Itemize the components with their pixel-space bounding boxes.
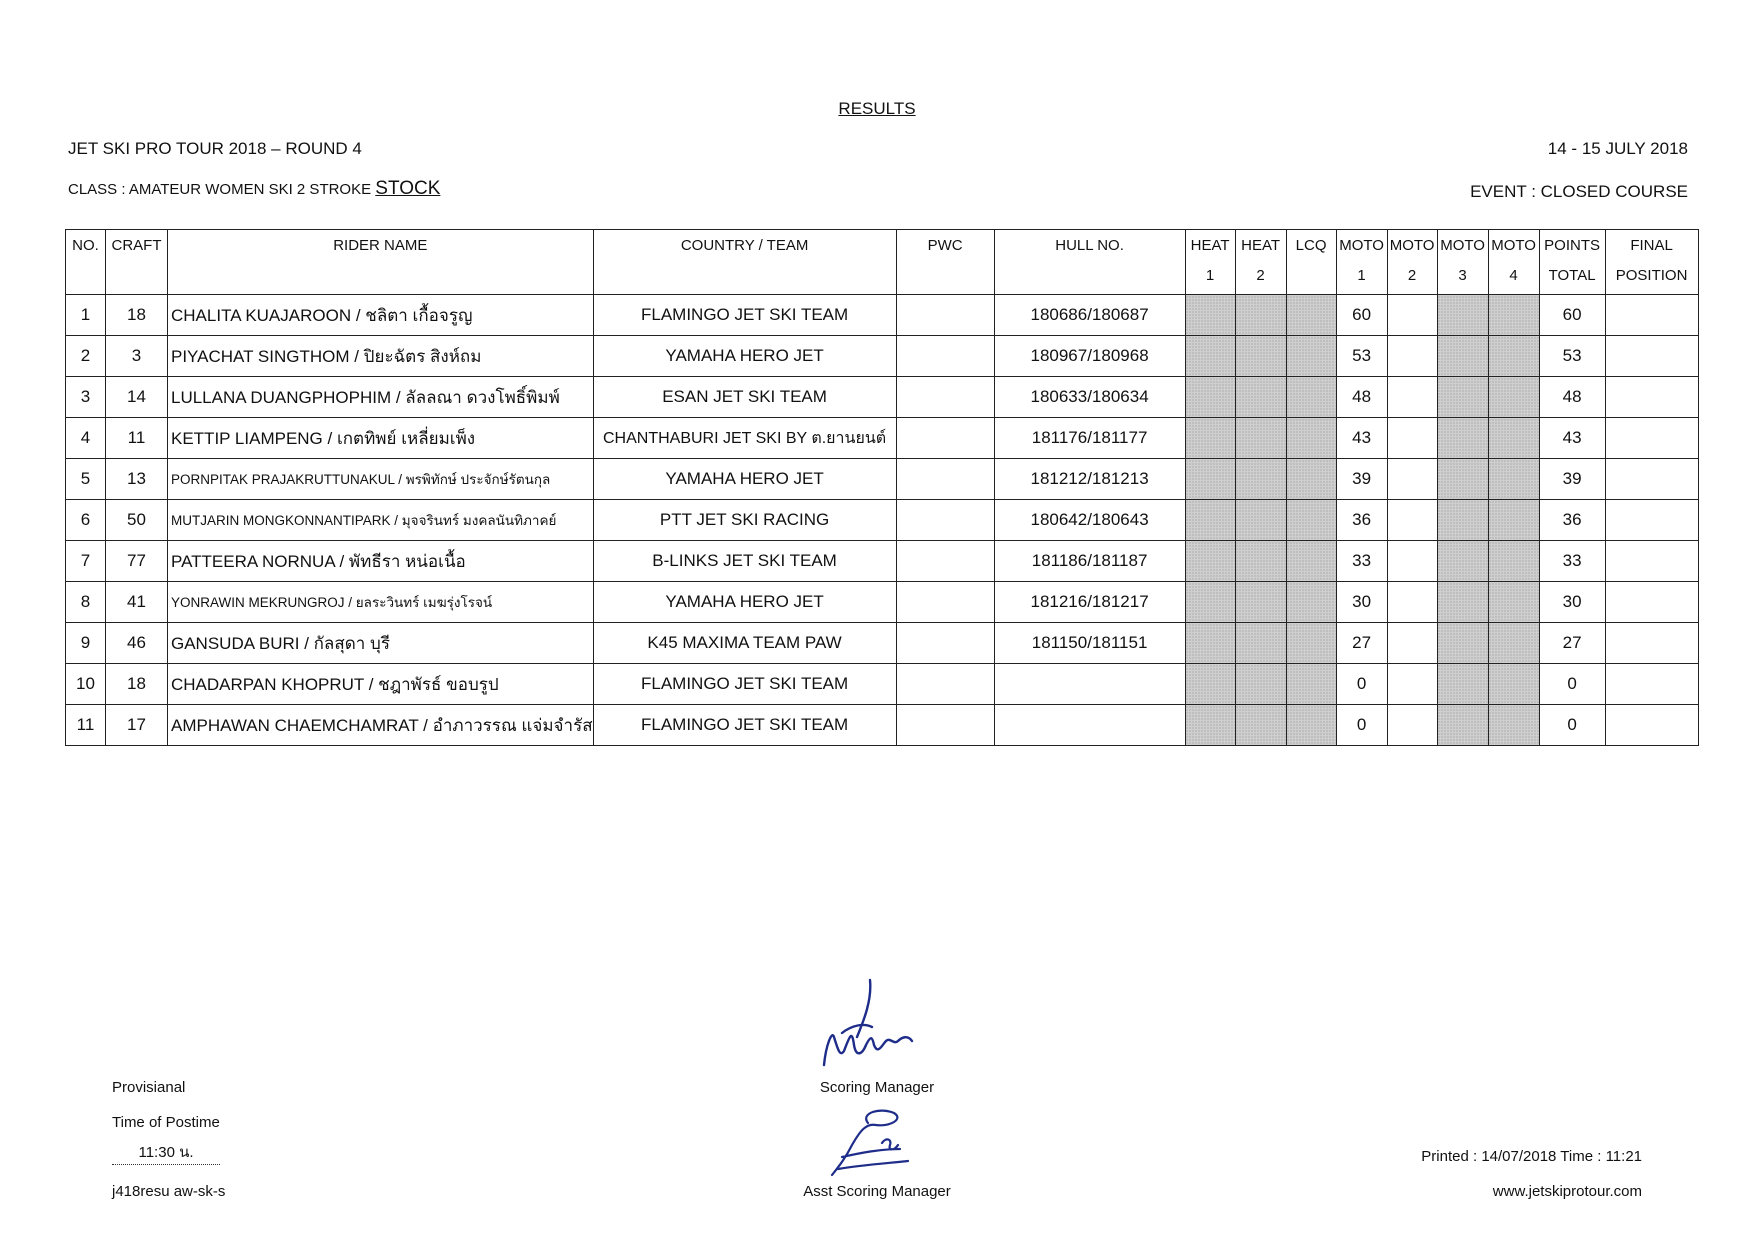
class-line bbox=[68, 178, 440, 200]
cell-moto1: 33 bbox=[1336, 541, 1387, 582]
cell-moto3 bbox=[1437, 418, 1488, 459]
cell-heat1 bbox=[1185, 295, 1235, 336]
cell-heat1 bbox=[1185, 705, 1235, 746]
column-header-sublabel: POSITION bbox=[1615, 267, 1688, 284]
table-row bbox=[66, 623, 1699, 664]
cell-pwc bbox=[896, 377, 994, 418]
cell-hull: 180686/180687 bbox=[994, 295, 1185, 336]
cell-moto1: 30 bbox=[1336, 582, 1387, 623]
column-header bbox=[994, 230, 1185, 295]
column-header-label: MOTO bbox=[1491, 237, 1536, 254]
cell-craft: 3 bbox=[106, 336, 168, 377]
cell-moto4 bbox=[1488, 295, 1539, 336]
cell-no: 1 bbox=[66, 295, 106, 336]
cell-no: 10 bbox=[66, 664, 106, 705]
cell-final bbox=[1605, 500, 1698, 541]
page-title: RESULTS bbox=[838, 99, 916, 118]
cell-final bbox=[1605, 295, 1698, 336]
event-name: JET SKI PRO TOUR 2018 – ROUND 4 bbox=[68, 139, 362, 158]
column-header-label: LCQ bbox=[1295, 237, 1327, 254]
header-row bbox=[66, 230, 1699, 295]
table-row bbox=[66, 541, 1699, 582]
results-table bbox=[65, 229, 1699, 746]
column-header-label: FINAL bbox=[1630, 237, 1673, 254]
cell-hull bbox=[994, 705, 1185, 746]
cell-rider: CHADARPAN KHOPRUT / ชฎาพัรธ์ ขอบรูป bbox=[168, 664, 594, 705]
cell-rider: MUTJARIN MONGKONNANTIPARK / มุจจรินทร์ มงคลนันทิภาคย์ bbox=[168, 500, 594, 541]
cell-moto2 bbox=[1387, 295, 1437, 336]
column-header bbox=[66, 230, 106, 295]
event-type: EVENT : CLOSED COURSE bbox=[1470, 182, 1688, 201]
cell-rider: LULLANA DUANGPHOPHIM / ลัลลณา ดวงโพธิ์พิมพ์ bbox=[168, 377, 594, 418]
cell-total: 48 bbox=[1539, 377, 1605, 418]
cell-hull: 181186/181187 bbox=[994, 541, 1185, 582]
cell-lcq bbox=[1286, 295, 1336, 336]
cell-hull bbox=[994, 664, 1185, 705]
column-header bbox=[896, 230, 994, 295]
postime-value: 11:30 น. bbox=[112, 1140, 220, 1165]
cell-craft: 18 bbox=[106, 664, 168, 705]
column-header bbox=[106, 230, 168, 295]
column-header-label: MOTO bbox=[1339, 237, 1384, 254]
cell-heat1 bbox=[1185, 418, 1235, 459]
cell-moto2 bbox=[1387, 418, 1437, 459]
cell-heat1 bbox=[1185, 664, 1235, 705]
cell-final bbox=[1605, 705, 1698, 746]
cell-moto3 bbox=[1437, 664, 1488, 705]
event-date: 14 - 15 JULY 2018 bbox=[1547, 139, 1688, 158]
cell-lcq bbox=[1286, 418, 1336, 459]
cell-team: PTT JET SKI RACING bbox=[593, 500, 896, 541]
cell-rider: CHALITA KUAJAROON / ชลิตา เกื้อจรูญ bbox=[168, 295, 594, 336]
cell-craft: 14 bbox=[106, 377, 168, 418]
cell-no: 8 bbox=[66, 582, 106, 623]
cell-final bbox=[1605, 541, 1698, 582]
printed-timestamp: Printed : 14/07/2018 Time : 11:21 bbox=[1421, 1148, 1642, 1165]
cell-hull: 180642/180643 bbox=[994, 500, 1185, 541]
cell-moto3 bbox=[1437, 582, 1488, 623]
table-row bbox=[66, 336, 1699, 377]
cell-lcq bbox=[1286, 623, 1336, 664]
column-header-label: PWC bbox=[927, 237, 963, 254]
cell-moto4 bbox=[1488, 418, 1539, 459]
cell-final bbox=[1605, 582, 1698, 623]
cell-no: 3 bbox=[66, 377, 106, 418]
cell-pwc bbox=[896, 541, 994, 582]
cell-heat2 bbox=[1235, 418, 1286, 459]
cell-moto2 bbox=[1387, 541, 1437, 582]
postime-label: Time of Postime bbox=[112, 1114, 220, 1131]
cell-heat2 bbox=[1235, 459, 1286, 500]
website-url: www.jetskiprotour.com bbox=[1492, 1183, 1642, 1200]
cell-heat1 bbox=[1185, 500, 1235, 541]
table-row bbox=[66, 418, 1699, 459]
table-row bbox=[66, 500, 1699, 541]
class-label: CLASS : AMATEUR WOMEN SKI 2 STROKE bbox=[68, 181, 376, 198]
table-row bbox=[66, 459, 1699, 500]
cell-heat2 bbox=[1235, 500, 1286, 541]
cell-pwc bbox=[896, 459, 994, 500]
cell-craft: 11 bbox=[106, 418, 168, 459]
column-header-label: MOTO bbox=[1440, 237, 1485, 254]
table-row bbox=[66, 377, 1699, 418]
cell-craft: 46 bbox=[106, 623, 168, 664]
column-header-label: HULL NO. bbox=[1055, 237, 1124, 254]
cell-craft: 18 bbox=[106, 295, 168, 336]
asst-scoring-manager-signature bbox=[820, 1105, 930, 1185]
cell-moto4 bbox=[1488, 705, 1539, 746]
cell-team: FLAMINGO JET SKI TEAM bbox=[593, 295, 896, 336]
column-header-label: POINTS bbox=[1544, 237, 1600, 254]
cell-heat1 bbox=[1185, 377, 1235, 418]
cell-craft: 13 bbox=[106, 459, 168, 500]
cell-no: 9 bbox=[66, 623, 106, 664]
cell-moto2 bbox=[1387, 582, 1437, 623]
cell-moto2 bbox=[1387, 377, 1437, 418]
cell-moto4 bbox=[1488, 623, 1539, 664]
cell-pwc bbox=[896, 664, 994, 705]
table-row bbox=[66, 664, 1699, 705]
cell-pwc bbox=[896, 705, 994, 746]
cell-moto1: 53 bbox=[1336, 336, 1387, 377]
cell-moto1: 0 bbox=[1336, 664, 1387, 705]
cell-team: FLAMINGO JET SKI TEAM bbox=[593, 664, 896, 705]
cell-moto3 bbox=[1437, 295, 1488, 336]
cell-hull: 181176/181177 bbox=[994, 418, 1185, 459]
cell-heat1 bbox=[1185, 336, 1235, 377]
cell-pwc bbox=[896, 336, 994, 377]
cell-hull: 181216/181217 bbox=[994, 582, 1185, 623]
cell-moto2 bbox=[1387, 623, 1437, 664]
asst-scoring-manager-label: Asst Scoring Manager bbox=[803, 1183, 951, 1200]
cell-rider: PATTEERA NORNUA / พัทธีรา หน่อเนื้อ bbox=[168, 541, 594, 582]
cell-moto2 bbox=[1387, 459, 1437, 500]
cell-hull: 181150/181151 bbox=[994, 623, 1185, 664]
cell-no: 11 bbox=[66, 705, 106, 746]
cell-team: YAMAHA HERO JET bbox=[593, 336, 896, 377]
cell-moto1: 27 bbox=[1336, 623, 1387, 664]
column-header bbox=[1539, 230, 1605, 295]
cell-team: ESAN JET SKI TEAM bbox=[593, 377, 896, 418]
cell-final bbox=[1605, 336, 1698, 377]
cell-heat1 bbox=[1185, 582, 1235, 623]
provisional-label: Provisianal bbox=[112, 1079, 186, 1096]
cell-final bbox=[1605, 623, 1698, 664]
cell-total: 0 bbox=[1539, 705, 1605, 746]
scoring-manager-signature bbox=[812, 975, 922, 1070]
cell-heat2 bbox=[1235, 541, 1286, 582]
column-header bbox=[1488, 230, 1539, 295]
cell-heat1 bbox=[1185, 623, 1235, 664]
column-header-label: HEAT bbox=[1190, 237, 1230, 254]
cell-lcq bbox=[1286, 541, 1336, 582]
cell-total: 39 bbox=[1539, 459, 1605, 500]
column-header bbox=[1235, 230, 1286, 295]
column-header bbox=[1387, 230, 1437, 295]
cell-lcq bbox=[1286, 664, 1336, 705]
cell-moto1: 0 bbox=[1336, 705, 1387, 746]
cell-moto3 bbox=[1437, 336, 1488, 377]
cell-moto1: 43 bbox=[1336, 418, 1387, 459]
cell-rider: GANSUDA BURI / กัลสุดา บุรี bbox=[168, 623, 594, 664]
cell-rider: KETTIP LIAMPENG / เกตทิพย์ เหลี่ยมเพ็ง bbox=[168, 418, 594, 459]
cell-moto1: 60 bbox=[1336, 295, 1387, 336]
table-row bbox=[66, 582, 1699, 623]
cell-total: 60 bbox=[1539, 295, 1605, 336]
cell-team: CHANTHABURI JET SKI BY ต.ยานยนต์ bbox=[593, 418, 896, 459]
column-header-label: NO. bbox=[72, 237, 99, 254]
cell-moto4 bbox=[1488, 500, 1539, 541]
cell-moto3 bbox=[1437, 500, 1488, 541]
column-header bbox=[593, 230, 896, 295]
cell-heat2 bbox=[1235, 377, 1286, 418]
cell-moto3 bbox=[1437, 541, 1488, 582]
cell-total: 33 bbox=[1539, 541, 1605, 582]
cell-pwc bbox=[896, 295, 994, 336]
cell-moto2 bbox=[1387, 705, 1437, 746]
cell-rider: AMPHAWAN CHAEMCHAMRAT / อำภาวรรณ แจ่มจำรัส bbox=[168, 705, 594, 746]
cell-total: 0 bbox=[1539, 664, 1605, 705]
cell-final bbox=[1605, 377, 1698, 418]
cell-team: K45 MAXIMA TEAM PAW bbox=[593, 623, 896, 664]
cell-heat2 bbox=[1235, 336, 1286, 377]
cell-moto3 bbox=[1437, 459, 1488, 500]
column-header bbox=[1286, 230, 1336, 295]
column-header bbox=[168, 230, 594, 295]
table-row bbox=[66, 705, 1699, 746]
cell-total: 43 bbox=[1539, 418, 1605, 459]
results-body bbox=[66, 295, 1699, 746]
cell-heat2 bbox=[1235, 664, 1286, 705]
cell-no: 4 bbox=[66, 418, 106, 459]
cell-team: YAMAHA HERO JET bbox=[593, 459, 896, 500]
column-header-sublabel: 4 bbox=[1509, 267, 1518, 284]
cell-moto2 bbox=[1387, 664, 1437, 705]
column-header bbox=[1336, 230, 1387, 295]
cell-heat1 bbox=[1185, 541, 1235, 582]
cell-craft: 50 bbox=[106, 500, 168, 541]
cell-no: 2 bbox=[66, 336, 106, 377]
file-code: j418resu aw-sk-s bbox=[112, 1183, 226, 1200]
cell-heat2 bbox=[1235, 623, 1286, 664]
column-header-label: COUNTRY / TEAM bbox=[680, 237, 809, 254]
cell-total: 53 bbox=[1539, 336, 1605, 377]
cell-heat2 bbox=[1235, 295, 1286, 336]
column-header bbox=[1605, 230, 1698, 295]
cell-lcq bbox=[1286, 582, 1336, 623]
column-header-label: HEAT bbox=[1241, 237, 1281, 254]
scoring-manager-label: Scoring Manager bbox=[819, 1079, 935, 1096]
cell-moto4 bbox=[1488, 459, 1539, 500]
cell-moto1: 39 bbox=[1336, 459, 1387, 500]
cell-total: 30 bbox=[1539, 582, 1605, 623]
cell-moto3 bbox=[1437, 377, 1488, 418]
cell-lcq bbox=[1286, 377, 1336, 418]
cell-moto3 bbox=[1437, 623, 1488, 664]
cell-hull: 181212/181213 bbox=[994, 459, 1185, 500]
column-header-sublabel: 2 bbox=[1407, 267, 1417, 284]
cell-lcq bbox=[1286, 336, 1336, 377]
cell-no: 6 bbox=[66, 500, 106, 541]
cell-hull: 180633/180634 bbox=[994, 377, 1185, 418]
cell-moto3 bbox=[1437, 705, 1488, 746]
column-header-sublabel: 1 bbox=[1205, 267, 1215, 284]
cell-total: 36 bbox=[1539, 500, 1605, 541]
cell-moto4 bbox=[1488, 541, 1539, 582]
cell-heat1 bbox=[1185, 459, 1235, 500]
column-header-sublabel: 2 bbox=[1256, 267, 1265, 284]
class-emphasis: STOCK bbox=[375, 178, 441, 199]
cell-heat2 bbox=[1235, 582, 1286, 623]
cell-rider: PIYACHAT SINGTHOM / ปิยะฉัตร สิงห์ถม bbox=[168, 336, 594, 377]
cell-pwc bbox=[896, 418, 994, 459]
cell-craft: 17 bbox=[106, 705, 168, 746]
column-header-label: MOTO bbox=[1389, 237, 1435, 254]
column-header-sublabel: 1 bbox=[1357, 267, 1366, 284]
column-header-sublabel: 3 bbox=[1458, 267, 1467, 284]
cell-hull: 180967/180968 bbox=[994, 336, 1185, 377]
cell-no: 7 bbox=[66, 541, 106, 582]
column-header bbox=[1437, 230, 1488, 295]
cell-moto2 bbox=[1387, 336, 1437, 377]
cell-pwc bbox=[896, 623, 994, 664]
cell-rider: YONRAWIN MEKRUNGROJ / ยลระวินทร์ เมฆรุ่งโรจน์ bbox=[168, 582, 594, 623]
cell-final bbox=[1605, 418, 1698, 459]
cell-lcq bbox=[1286, 500, 1336, 541]
cell-team: FLAMINGO JET SKI TEAM bbox=[593, 705, 896, 746]
cell-final bbox=[1605, 459, 1698, 500]
cell-lcq bbox=[1286, 459, 1336, 500]
cell-team: B-LINKS JET SKI TEAM bbox=[593, 541, 896, 582]
cell-moto2 bbox=[1387, 500, 1437, 541]
column-header-sublabel: TOTAL bbox=[1548, 267, 1596, 284]
cell-pwc bbox=[896, 582, 994, 623]
cell-team: YAMAHA HERO JET bbox=[593, 582, 896, 623]
cell-final bbox=[1605, 664, 1698, 705]
cell-moto4 bbox=[1488, 377, 1539, 418]
column-header bbox=[1185, 230, 1235, 295]
cell-moto4 bbox=[1488, 582, 1539, 623]
cell-craft: 41 bbox=[106, 582, 168, 623]
column-header-label: RIDER NAME bbox=[333, 237, 428, 254]
cell-moto4 bbox=[1488, 664, 1539, 705]
table-row bbox=[66, 295, 1699, 336]
cell-pwc bbox=[896, 500, 994, 541]
cell-moto1: 48 bbox=[1336, 377, 1387, 418]
cell-heat2 bbox=[1235, 705, 1286, 746]
cell-moto1: 36 bbox=[1336, 500, 1387, 541]
cell-rider: PORNPITAK PRAJAKRUTTUNAKUL / พรพิทักษ์ ประจักษ์รัตนกุล bbox=[168, 459, 594, 500]
cell-no: 5 bbox=[66, 459, 106, 500]
cell-craft: 77 bbox=[106, 541, 168, 582]
cell-total: 27 bbox=[1539, 623, 1605, 664]
column-header-label: CRAFT bbox=[111, 237, 162, 254]
cell-lcq bbox=[1286, 705, 1336, 746]
cell-moto4 bbox=[1488, 336, 1539, 377]
